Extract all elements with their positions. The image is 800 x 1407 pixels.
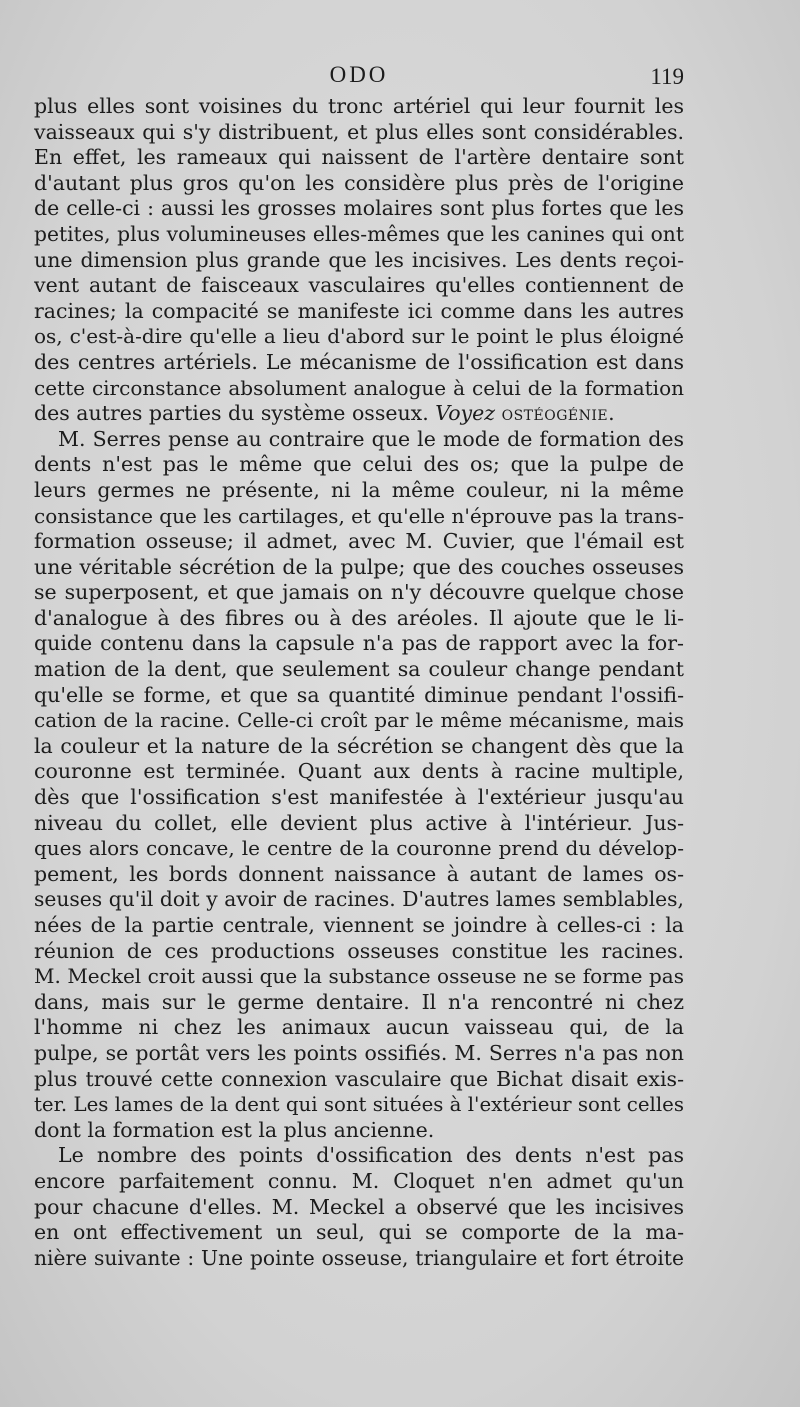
text-line: ter. Les lames de la dent qui sont situées à l'extérieur sont celles xyxy=(34,1093,684,1117)
text-line: vent autant de faisceaux vasculaires qu'elles contiennent de xyxy=(34,273,684,298)
text-line: dans, mais sur le germe dentaire. Il n'a rencontré ni chez xyxy=(34,989,684,1014)
text-line: vaisseaux qui s'y distribuent, et plus elles sont considérables. xyxy=(34,119,684,144)
text-line: encore parfaitement connu. M. Cloquet n'en admet qu'un xyxy=(34,1168,684,1193)
text-line: une véritable sécrétion de la pulpe; que des couches osseuses xyxy=(34,554,684,579)
text-line: réunion de ces productions osseuses constitue les racines. xyxy=(34,938,684,963)
running-title: ODO xyxy=(329,62,389,87)
text-line: seuses qu'il doit y avoir de racines. D'autres lames semblables, xyxy=(34,887,684,912)
text-line: M. Meckel croit aussi que la substance osseuse ne se forme pas xyxy=(34,964,684,989)
crossref-line xyxy=(34,401,684,427)
text-line: En effet, les rameaux qui naissent de l'artère dentaire sont xyxy=(34,145,684,170)
text-line: dents n'est pas le même que celui des os; que la pulpe de xyxy=(34,452,684,477)
text-line: de celle-ci : aussi les grosses molaires sont plus fortes que les xyxy=(34,196,684,221)
text-line: pour chacune d'elles. M. Meckel a observé que les incisives xyxy=(34,1194,684,1219)
text-line: ques alors concave, le centre de la couronne prend du dévelop- xyxy=(34,836,684,861)
text-line: os, c'est-à-dire qu'elle a lieu d'abord sur le point le plus éloigné xyxy=(34,324,684,349)
text-line: l'homme ni chez les animaux aucun vaisseau qui, de la xyxy=(34,1015,684,1040)
text-line: nière suivante : Une pointe osseuse, triangulaire et fort étroite xyxy=(34,1245,684,1270)
text-line: d'analogue à des fibres ou à des aréoles. Il ajoute que le li- xyxy=(34,605,684,630)
text-line: niveau du collet, elle devient plus active à l'intérieur. Jus- xyxy=(34,810,684,835)
text-line: formation osseuse; il admet, avec M. Cuvier, que l'émail est xyxy=(34,529,684,554)
text-line: qu'elle se forme, et que sa quantité diminue pendant l'ossifi- xyxy=(34,682,684,707)
text-line: cette circonstance absolument analogue à celui de la formation xyxy=(34,375,684,400)
page-number: 119 xyxy=(650,64,684,89)
text-line: d'autant plus gros qu'on les considère plus près de l'origine xyxy=(34,170,684,195)
crossref-prefix: des autres parties du système osseux. xyxy=(34,401,429,426)
crossref-voyez: Voyez xyxy=(435,401,496,426)
text-line: cation de la racine. Celle-ci croît par le même mécanisme, mais xyxy=(34,708,684,733)
text-line: racines; la compacité se manifeste ici comme dans les autres xyxy=(34,298,684,323)
text-line: plus elles sont voisines du tronc artériel qui leur fournit les xyxy=(34,94,684,118)
crossref-link: ostéogénie. xyxy=(501,401,616,426)
text-line: M. Serres pense au contraire que le mode de formation des xyxy=(58,426,684,451)
text-line: consistance que les cartilages, et qu'elle n'éprouve pas la trans- xyxy=(34,503,684,528)
text-line: dès que l'ossification s'est manifestée à l'extérieur jusqu'au xyxy=(34,785,684,810)
text-line: nées de la partie centrale, viennent se joindre à celles-ci : la xyxy=(34,913,684,937)
running-head xyxy=(34,60,684,94)
text-line: pement, les bords donnent naissance à autant de lames os- xyxy=(34,861,684,886)
body-text xyxy=(34,94,684,1271)
text-line: se superposent, et que jamais on n'y découvre quelque chose xyxy=(34,580,684,605)
text-line: une dimension plus grande que les incisives. Les dents reçoi- xyxy=(34,247,684,272)
text-line: pulpe, se portât vers les points ossifiés. M. Serres n'a pas non xyxy=(34,1040,684,1065)
text-line: leurs germes ne présente, ni la même couleur, ni la même xyxy=(34,477,684,502)
text-line: mation de la dent, que seulement sa couleur change pendant xyxy=(34,657,684,682)
text-line: petites, plus volumineuses elles-mêmes que les canines qui ont xyxy=(34,221,684,246)
text-line: en ont effectivement un seul, qui se comporte de la ma- xyxy=(34,1220,684,1245)
text-line: couronne est terminée. Quant aux dents à racine multiple, xyxy=(34,759,684,784)
text-line: Le nombre des points d'ossification des dents n'est pas xyxy=(58,1143,684,1168)
text-line: des centres artériels. Le mécanisme de l'ossification est dans xyxy=(34,349,684,374)
text-line: plus trouvé cette connexion vasculaire que Bichat disait exis- xyxy=(34,1066,684,1091)
text-line: quide contenu dans la capsule n'a pas de rapport avec la for- xyxy=(34,631,684,656)
text-line: la couleur et la nature de la sécrétion se changent dès que la xyxy=(34,733,684,758)
text-line: dont la formation est la plus ancienne. xyxy=(34,1117,435,1142)
page xyxy=(34,60,684,1271)
